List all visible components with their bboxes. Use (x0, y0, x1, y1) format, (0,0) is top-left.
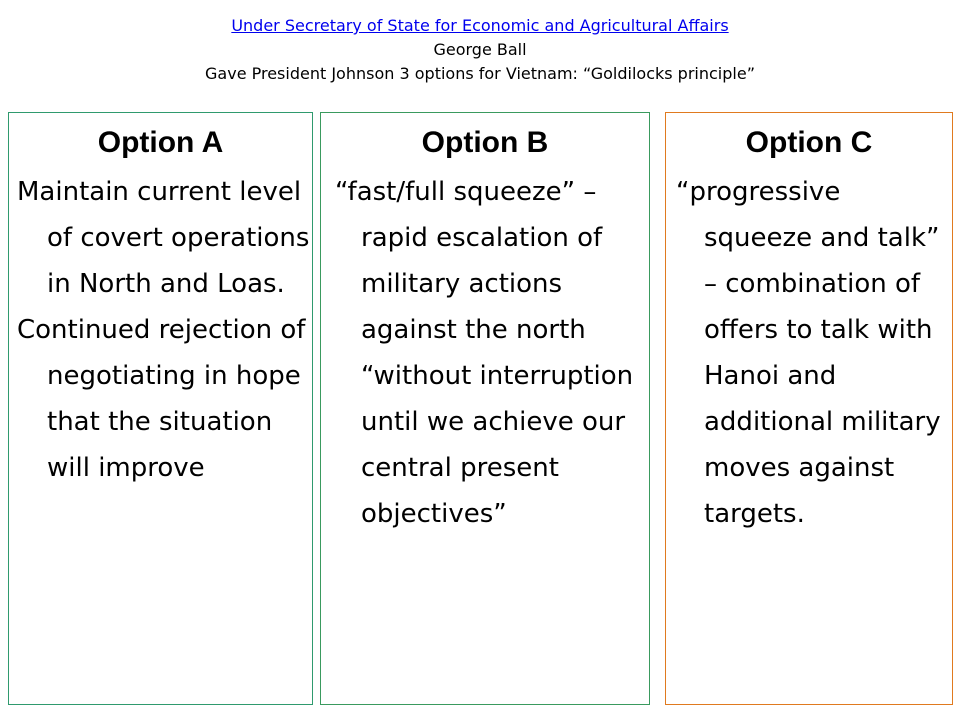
option-b-box (320, 112, 650, 705)
person-name: George Ball (433, 40, 527, 59)
option-a-paragraph-1: Maintain current level of covert operations in North and Loas. (17, 177, 310, 299)
header-caption: Gave President Johnson 3 options for Vietnam: “Goldilocks principle” (205, 64, 755, 83)
option-a-title: Option A (97, 126, 224, 159)
option-c-paragraph-1: “progressive squeeze and talk” – combination of offers to talk with Hanoi and additional military moves against targets. (676, 177, 941, 529)
option-c-box (665, 112, 953, 705)
option-b-title: Option B (421, 126, 549, 159)
option-a-box (8, 112, 313, 705)
slide-header (0, 14, 960, 86)
option-a-paragraph-2: Continued rejection of negotiating in hope that the situation will improve (17, 315, 306, 483)
under-secretary-link[interactable]: Under Secretary of State for Economic and Agricultural Affairs (231, 16, 729, 35)
option-b-paragraph-1: “fast/full squeeze” – rapid escalation of military actions against the north “without interruption until we achieve our central present objectives” (335, 177, 634, 529)
option-c-title: Option C (745, 126, 873, 159)
